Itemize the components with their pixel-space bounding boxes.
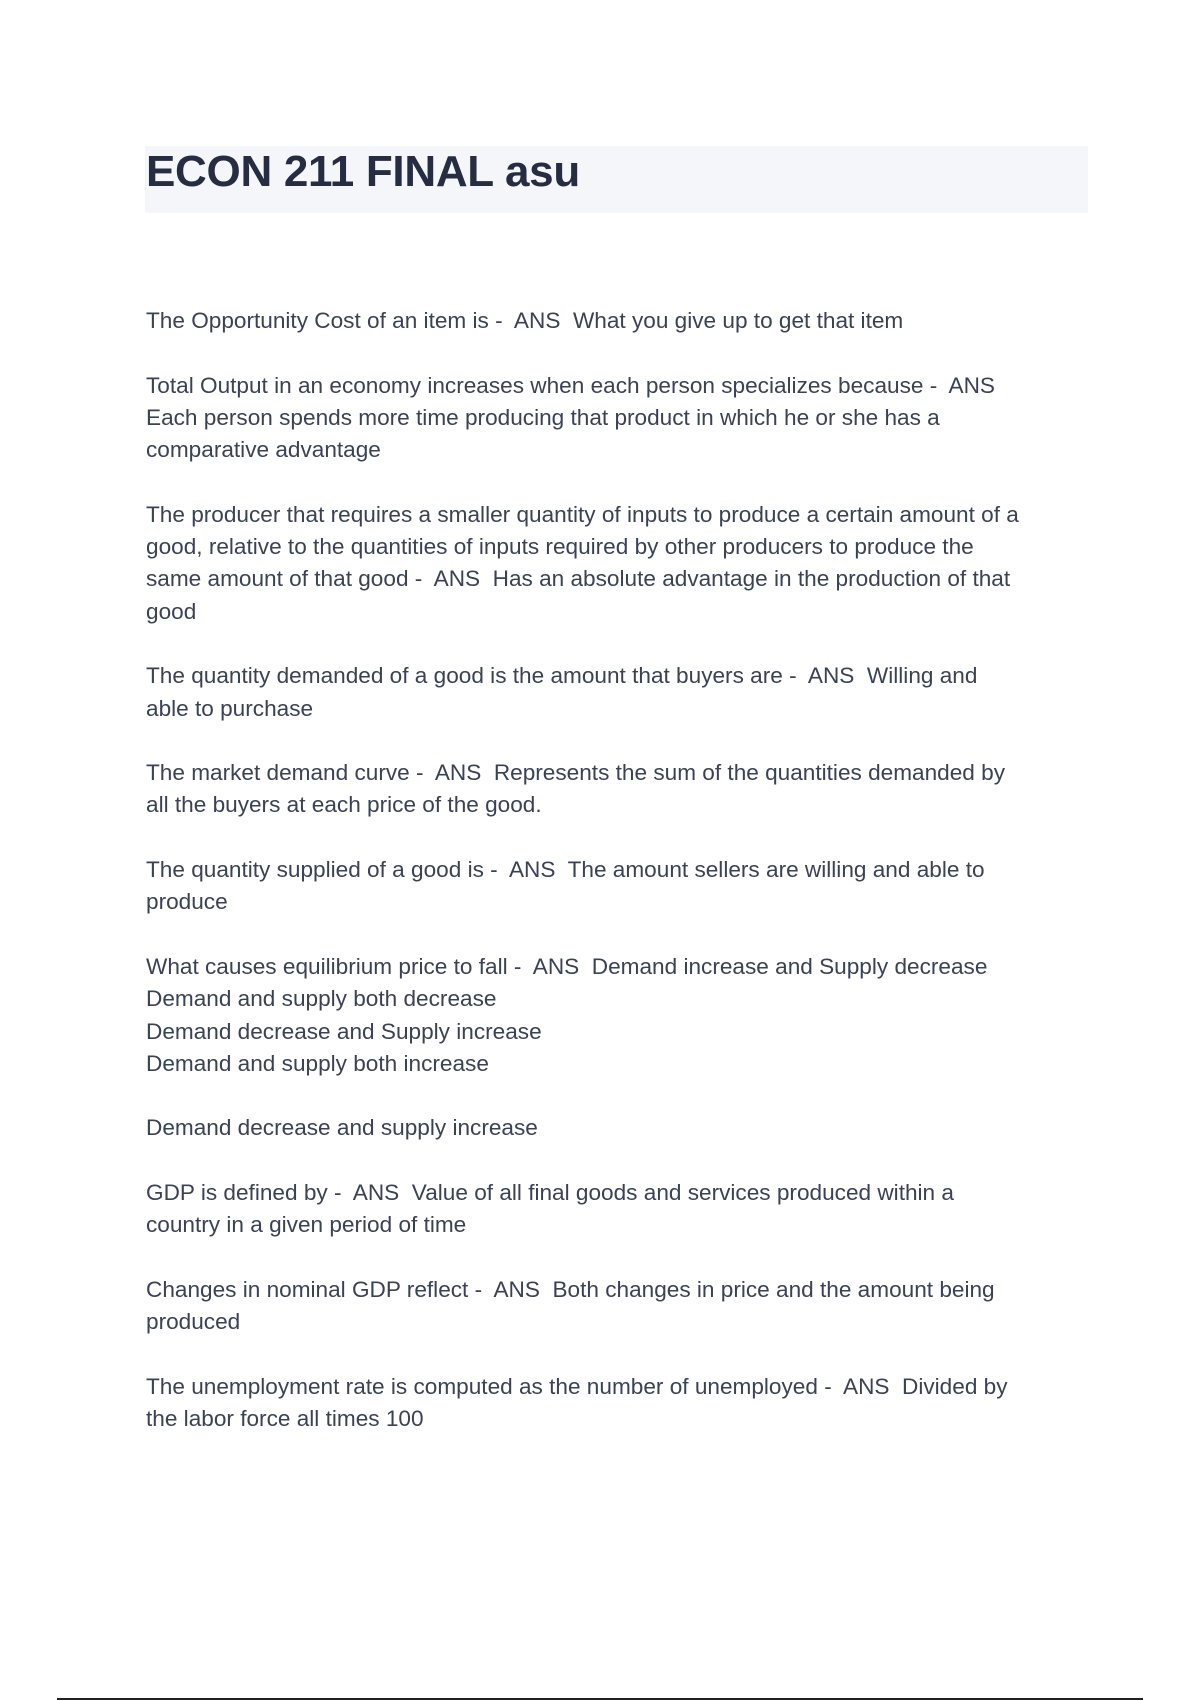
qa-entry-10: Changes in nominal GDP reflect - ANS Both changes in price and the amount being produced bbox=[146, 1276, 995, 1335]
qa-entry-6: The quantity supplied of a good is - ANS The amount sellers are willing and able to produce bbox=[146, 857, 985, 915]
qa-entry-1: The Opportunity Cost of an item is - ANS What you give up to get that item bbox=[146, 308, 904, 333]
qa-entry-2: Total Output in an economy increases when each person specializes because - ANS Each person spends more time producing that product in which he or she has a comparative advantage bbox=[146, 372, 995, 463]
qa-entry-7: What causes equilibrium price to fall - ANS Demand increase and Supply decrease Demand and supply both decrease Demand decrease and Supply increase Demand and supply both increase bbox=[146, 953, 988, 1076]
qa-entry-11: The unemployment rate is computed as the number of unemployed - ANS Divided by the labor force all times 100 bbox=[146, 1373, 1008, 1432]
qa-entry-3: The producer that requires a smaller quantity of inputs to produce a certain amount of a good, relative to the quantities of inputs required by other producers to produce the same amount of that good - ANS Has an absolute advantage in the production of that good bbox=[146, 501, 1019, 624]
document-title: ECON 211 FINAL asu bbox=[146, 147, 580, 196]
qa-entry-9: GDP is defined by - ANS Value of all final goods and services produced within a country in a given period of time bbox=[146, 1180, 954, 1238]
qa-entry-8: Demand decrease and supply increase bbox=[146, 1115, 538, 1141]
qa-entry-4: The quantity demanded of a good is the amount that buyers are - ANS Willing and able to purchase bbox=[146, 663, 978, 721]
qa-entry-5: The market demand curve - ANS Represents the sum of the quantities demanded by all the buyers at each price of the good. bbox=[146, 760, 1006, 818]
qa-list bbox=[146, 305, 1091, 1468]
